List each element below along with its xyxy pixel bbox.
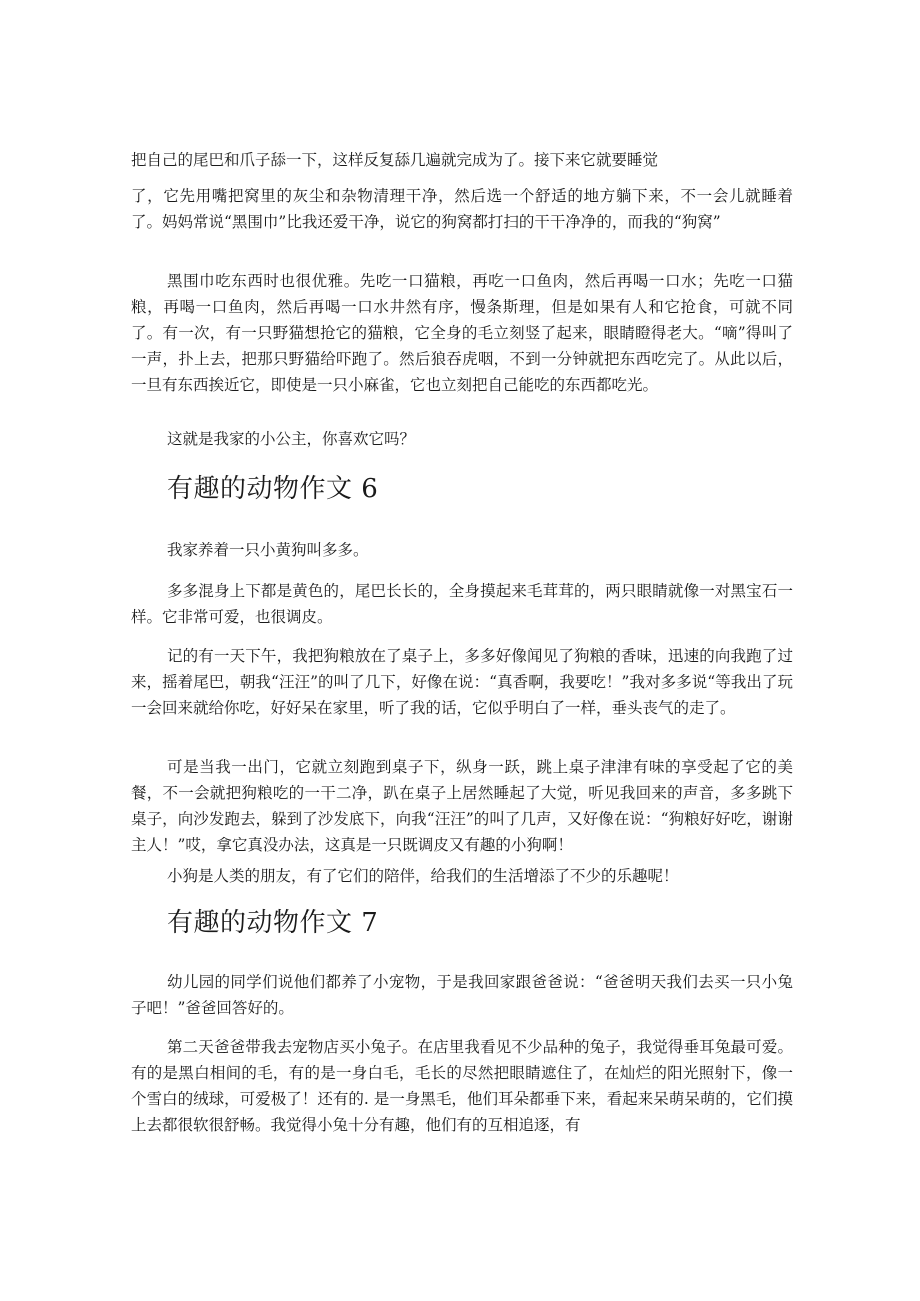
paragraph-11: 第二天爸爸带我去宠物店买小兔子。在店里我看见不少品种的兔子，我觉得垂耳兔最可爱。有的是黑白相间的毛，有的是一身白毛，毛长的尽然把眼睛遮住了，在灿烂的阳光照射下，像一个雪白的绒球，可爱极了！还有的. 是一身黑毛，他们耳朵都垂下来，看起来呆萌呆萌的，它们摸上去都很软很舒畅。我觉得小兔十分有趣，他们有的互相追逐，有 bbox=[131, 1038, 793, 1134]
paragraph-6: 多多混身上下都是黄色的，尾巴长长的，全身摸起来毛茸茸的，两只眼睛就像一对黑宝石一样。它非常可爱，也很调皮。 bbox=[131, 582, 793, 626]
paragraph-5: 我家养着一只小黄狗叫多多。 bbox=[167, 541, 369, 559]
paragraph-1: 把自己的尾巴和爪子舔一下，这样反复舔几遍就完成为了。接下来它就要睡觉 bbox=[131, 151, 659, 169]
paragraph-7: 记的有一天下午，我把狗粮放在了桌子上，多多好像闻见了狗粮的香味，迅速的向我跑了过来，摇着尾巴，朝我“汪汪”的叫了几下，好像在说：“真香啊，我要吃！”我对多多说“等我出了玩一会回来就给你吃，好好呆在家里，听了我的话，它似乎明白了一样，垂头丧气的走了。 bbox=[131, 647, 793, 717]
paragraph-10: 幼儿园的同学们说他们都养了小宠物，于是我回家跟爸爸说：“爸爸明天我们去买一只小兔子吧！”爸爸回答好的。 bbox=[131, 973, 793, 1017]
section-heading-7: 有趣的动物作文 7 bbox=[167, 908, 379, 938]
paragraph-8: 可是当我一出门，它就立刻跑到桌子下，纵身一跃，跳上桌子津津有味的享受起了它的美餐，不一会就把狗粮吃的一干二净，趴在桌子上居然睡起了大觉，听见我回来的声音，多多跳下桌子，向沙发跑去，躲到了沙发底下，向我“汪汪”的叫了几声，又好像在说：“狗粮好好吃，谢谢主人！”哎，拿它真没办法，这真是一只既调皮又有趣的小狗啊！ bbox=[131, 758, 793, 854]
paragraph-2: 了，它先用嘴把窝里的灰尘和杂物清理干净，然后选一个舒适的地方躺下来，不一会儿就睡着了。妈妈常说“黑围巾”比我还爱干净，说它的狗窝都打扫的干干净净的，而我的“狗窝” bbox=[131, 187, 793, 231]
section-heading-6: 有趣的动物作文 6 bbox=[167, 474, 379, 504]
paragraph-4: 这就是我家的小公主，你喜欢它吗？ bbox=[167, 430, 416, 448]
paragraph-3: 黑围巾吃东西时也很优雅。先吃一口猫粮，再吃一口鱼肉，然后再喝一口水；先吃一口猫粮，再喝一口鱼肉，然后再喝一口水井然有序，慢条斯理，但是如果有人和它抢食，可就不同了。有一次，有一只野猫想抢它的猫粮，它全身的毛立刻竖了起来，眼睛瞪得老大。“嘀”得叫了一声，扑上去，把那只野猫给吓跑了。然后狼吞虎咽，不到一分钟就把东西吃完了。从此以后，一旦有东西挨近它，即使是一只小麻雀，它也立刻把自己能吃的东西都吃光。 bbox=[131, 272, 793, 394]
paragraph-9: 小狗是人类的朋友，有了它们的陪伴，给我们的生活增添了不少的乐趣呢！ bbox=[167, 867, 679, 885]
